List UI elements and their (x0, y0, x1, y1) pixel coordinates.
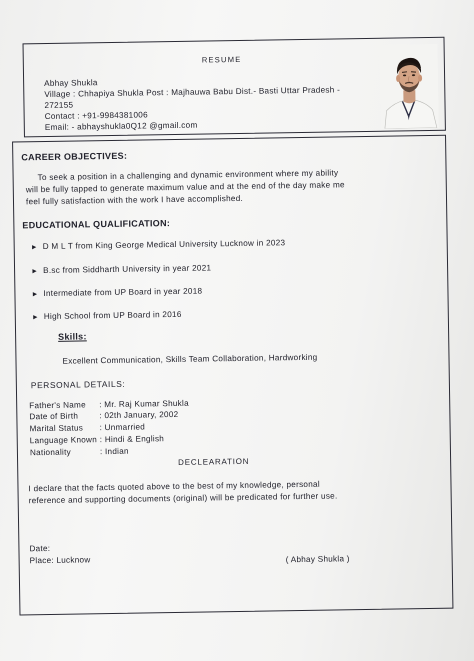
bullet-arrow-icon: ► (31, 268, 39, 276)
career-objectives-heading: CAREER OBJECTIVES: (21, 150, 128, 163)
profile-photo (380, 44, 439, 129)
declaration-line-1: I declare that the facts quoted above to the best of my knowledge, personal (28, 479, 320, 494)
education-item-text: Intermediate from UP Board in year 2018 (43, 286, 203, 299)
detail-value: : Mr. Raj Kumar Shukla (99, 398, 189, 410)
education-item-text: High School from UP Board in 2016 (43, 309, 182, 322)
detail-label: Father's Name (29, 400, 86, 411)
education-item-text: B.sc from Siddharth University in year 2021 (43, 263, 212, 276)
date-label: Date: (29, 543, 51, 554)
education-item-text: D M L T from King George Medical University Lucknow in 2023 (42, 238, 286, 252)
skills-text: Excellent Communication, Skills Team Collaboration, Hardworking (62, 352, 318, 366)
education-item (32, 310, 182, 321)
education-heading: EDUCATIONAL QUALIFICATION: (22, 218, 171, 231)
bullet-arrow-icon: ► (30, 244, 38, 252)
address-line-1: Village : Chhapiya Shukla Post : Majhauwa Babu Dist.- Basti Uttar Pradesh - (44, 85, 341, 100)
resume-title: RESUME (201, 54, 242, 65)
header-box (23, 37, 446, 138)
career-objective-line-2: will be fully tapped to generate maximum value and at the end of the day make me (25, 180, 345, 195)
career-objective-line-1: To seek a position in a challenging and dynamic environment where my ability (37, 168, 339, 183)
education-item (31, 238, 286, 251)
declaration-heading: DECLEARATION (178, 456, 250, 467)
bullet-arrow-icon: ► (31, 291, 39, 299)
detail-label: Language Known (29, 435, 98, 446)
resume-frame (23, 37, 454, 619)
detail-label: Date of Birth (29, 411, 79, 422)
education-item (31, 263, 211, 275)
signature-name: ( Abhay Shukla ) (285, 554, 350, 565)
detail-value: : 02th January, 2002 (99, 409, 179, 421)
place-label: Place: Lucknow (29, 555, 91, 566)
detail-value: : Hindi & English (99, 434, 165, 445)
career-objective-line-3: feel fully satisfaction with the work I have accomplished. (25, 193, 244, 207)
detail-label: Nationality (29, 447, 71, 458)
detail-value: : Indian (99, 446, 129, 457)
contact-number: Contact : +91-9984381006 (44, 110, 148, 122)
education-item (31, 287, 202, 299)
detail-label: Marital Status (29, 423, 84, 434)
detail-value: : Unmarried (99, 422, 146, 433)
candidate-name: Abhay Shukla (44, 78, 98, 89)
skills-heading: Skills: (58, 331, 87, 342)
body-box (12, 135, 453, 616)
declaration-line-2: reference and supporting documents (original) will be predicated for further use. (28, 491, 338, 506)
address-line-2: 272155 (44, 100, 74, 111)
personal-details-heading: PERSONAL DETAILS: (30, 378, 126, 391)
bullet-arrow-icon: ► (31, 314, 40, 322)
email-address: Email: - abhayshukla0Q12 @gmail.com (44, 120, 198, 133)
